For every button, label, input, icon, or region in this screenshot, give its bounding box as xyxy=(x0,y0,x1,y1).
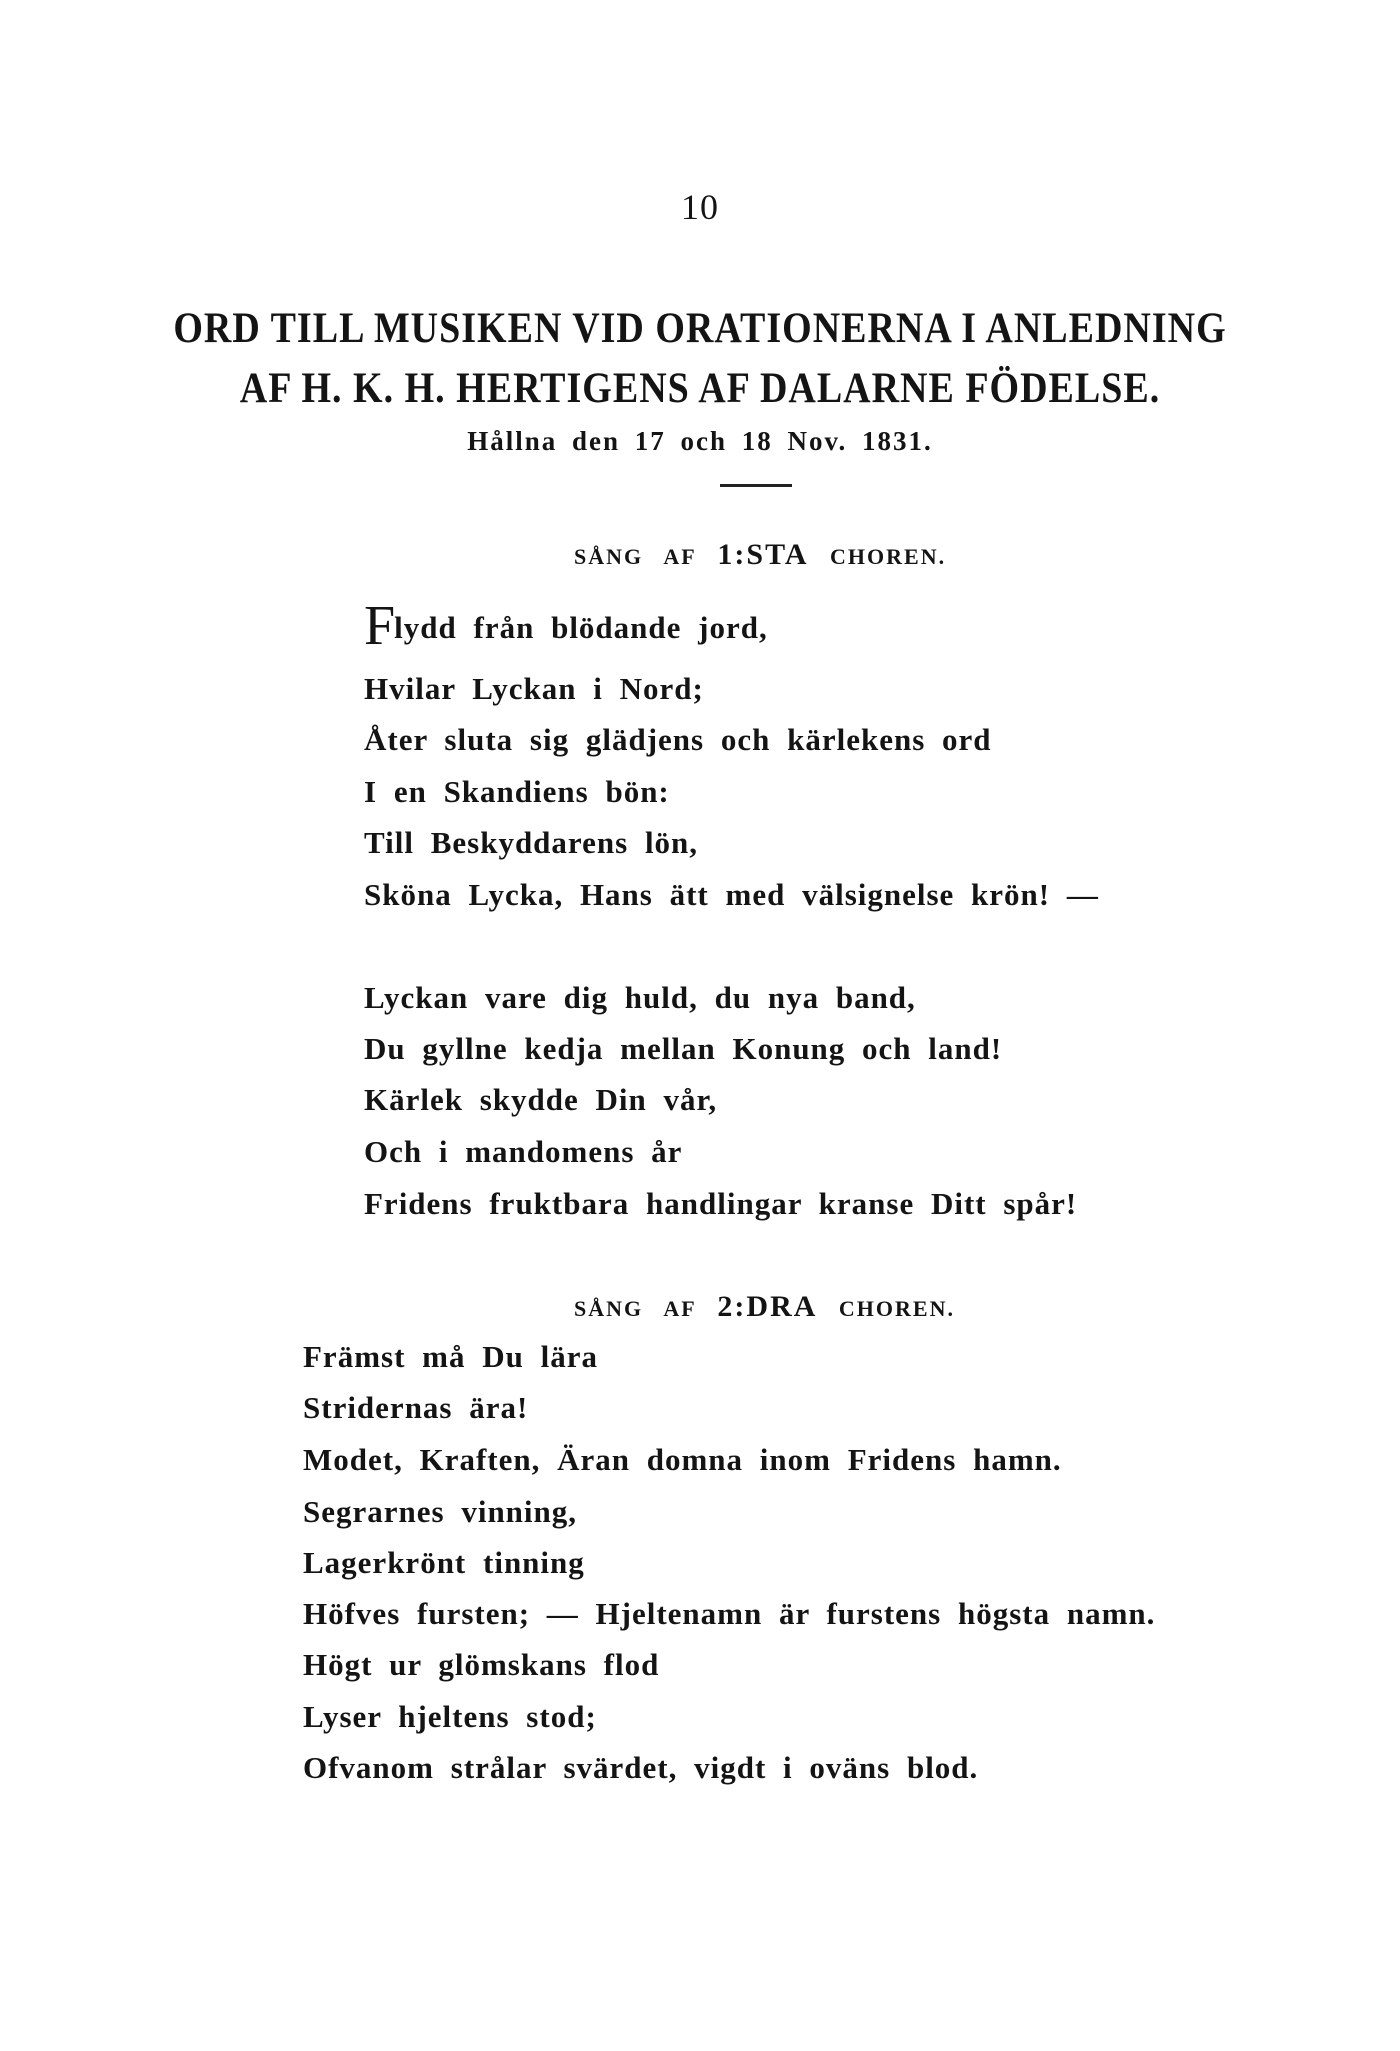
section-heading-1 xyxy=(574,538,946,572)
section-heading-1-prefix: SÅNG AF xyxy=(574,544,696,569)
verse-line: Höfves fursten; — Hjeltenamn är furstens högsta namn. xyxy=(303,1596,1156,1631)
section-heading-2 xyxy=(574,1290,955,1324)
verse-line: Till Beskyddarens lön, xyxy=(364,825,699,860)
verse-line: Åter sluta sig glädjens och kärlekens ord xyxy=(364,722,992,757)
page-number: 10 xyxy=(681,187,719,227)
verse-line-text: lydd från blödande jord, xyxy=(394,610,768,645)
page-title-line-2: AF H. K. H. HERTIGENS AF DALARNE FÖDELSE. xyxy=(239,363,1161,413)
verse-line: Hvilar Lyckan i Nord; xyxy=(364,671,704,706)
verse-line: Du gyllne kedja mellan Konung och land! xyxy=(364,1031,1003,1066)
verse-line: I en Skandiens bön: xyxy=(364,774,670,809)
verse-line: Lagerkrönt tinning xyxy=(303,1545,585,1580)
verse-line: Fridens fruktbara handlingar kranse Ditt spår! xyxy=(364,1186,1078,1221)
section-heading-1-suffix: CHOREN. xyxy=(830,544,947,569)
section-heading-1-number: 1:STA xyxy=(717,538,809,571)
verse-line: Stridernas ära! xyxy=(303,1390,529,1425)
verse-line: Och i mandomens år xyxy=(364,1134,683,1169)
section-heading-2-suffix: CHOREN. xyxy=(838,1296,955,1321)
section-heading-2-prefix: SÅNG AF xyxy=(574,1296,696,1321)
drop-cap: F xyxy=(364,595,397,657)
verse-line: Sköna Lycka, Hans ätt med välsignelse krön! — xyxy=(364,877,1099,912)
section-heading-2-number: 2:DRA xyxy=(717,1290,818,1323)
page-title-line-1: ORD TILL MUSIKEN VID ORATIONERNA I ANLEDNING xyxy=(173,303,1227,353)
verse-line: Högt ur glömskans flod xyxy=(303,1647,660,1682)
verse-line: Lyckan vare dig huld, du nya band, xyxy=(364,980,916,1015)
verse-line: Ofvanom strålar svärdet, vigdt i oväns blod. xyxy=(303,1750,979,1785)
verse-line: Segrarnes vinning, xyxy=(303,1494,578,1529)
verse-line: Främst må Du lära xyxy=(303,1339,598,1374)
verse-line xyxy=(364,595,768,657)
divider-rule xyxy=(720,484,792,487)
subtitle-date: Hållna den 17 och 18 Nov. 1831. xyxy=(467,426,933,456)
verse-line: Modet, Kraften, Äran domna inom Fridens hamn. xyxy=(303,1442,1062,1477)
verse-line: Lyser hjeltens stod; xyxy=(303,1699,597,1734)
verse-line: Kärlek skydde Din vår, xyxy=(364,1082,718,1117)
